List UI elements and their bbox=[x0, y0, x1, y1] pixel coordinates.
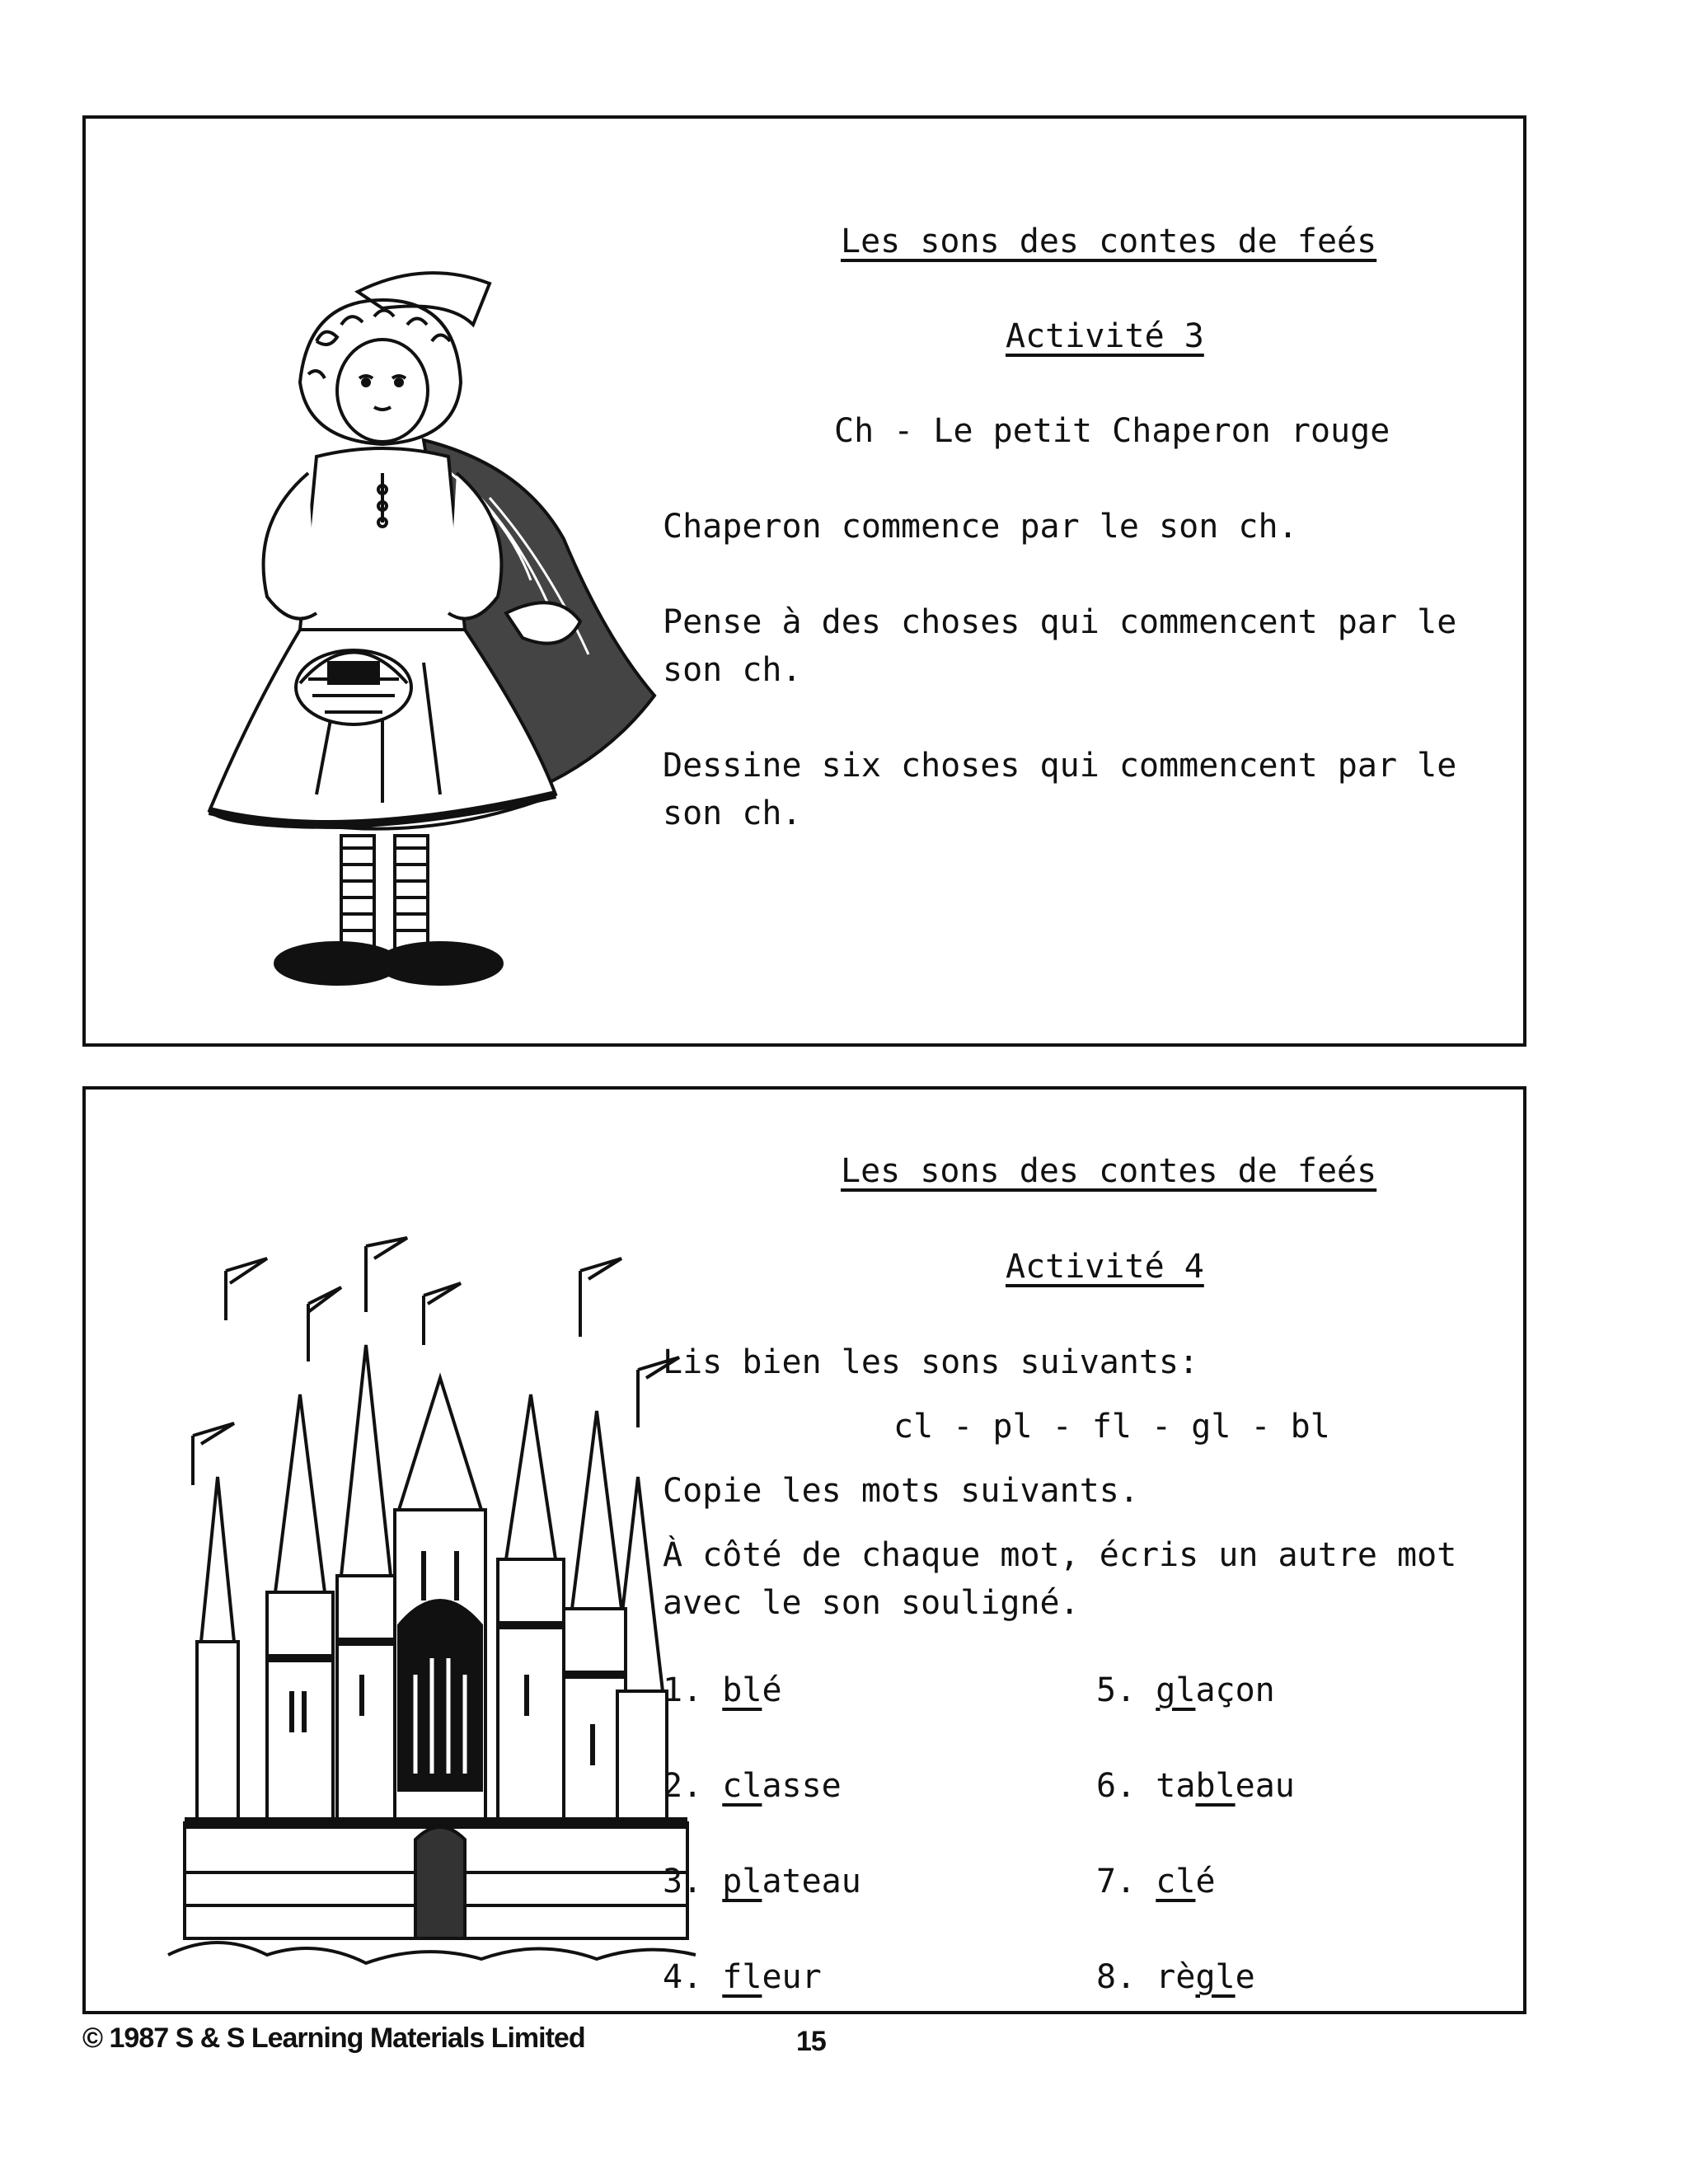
copyright-notice: © 1987 S & S Learning Materials Limited bbox=[82, 2022, 585, 2054]
series-title: Les sons des contes de feés bbox=[841, 223, 1377, 260]
word-item: 1. blé bbox=[663, 1671, 782, 1709]
activity-3-card bbox=[82, 115, 1526, 1047]
page-number: 15 bbox=[796, 2026, 826, 2057]
word-item: 8. règle bbox=[1096, 1958, 1255, 1996]
intro-text: Lis bien les sons suivants: bbox=[663, 1343, 1199, 1381]
instruction-write: À côté de chaque mot, écris un autre mot avec le son souligné. bbox=[663, 1536, 1457, 1622]
instruction-copy: Copie les mots suivants. bbox=[663, 1472, 1139, 1510]
series-title: Les sons des contes de feés bbox=[841, 1152, 1377, 1190]
word-item: 7. clé bbox=[1096, 1863, 1216, 1900]
castle-illustration bbox=[152, 1164, 720, 1988]
word-item: 5. glaçon bbox=[1096, 1671, 1275, 1709]
word-item: 4. fleur bbox=[663, 1958, 822, 1996]
activity-title: Activité 3 bbox=[1006, 317, 1204, 355]
word-item: 3. plateau bbox=[663, 1863, 861, 1900]
word-item: 2. classe bbox=[663, 1767, 842, 1805]
red-riding-hood-illustration bbox=[176, 267, 704, 1025]
instruction-paragraph: Chaperon commence par le son ch. bbox=[663, 508, 1298, 546]
sounds-list: cl - pl - fl - gl - bl bbox=[893, 1408, 1330, 1446]
instruction-paragraph: Dessine six choses qui commencent par le son ch. bbox=[663, 747, 1457, 832]
activity-title: Activité 4 bbox=[1006, 1248, 1204, 1286]
instruction-paragraph: Pense à des choses qui commencent par le son ch. bbox=[663, 603, 1457, 689]
word-item: 6. tableau bbox=[1096, 1767, 1295, 1805]
activity-subtitle: Ch - Le petit Chaperon rouge bbox=[834, 412, 1390, 450]
activity-4-card bbox=[82, 1086, 1526, 2014]
